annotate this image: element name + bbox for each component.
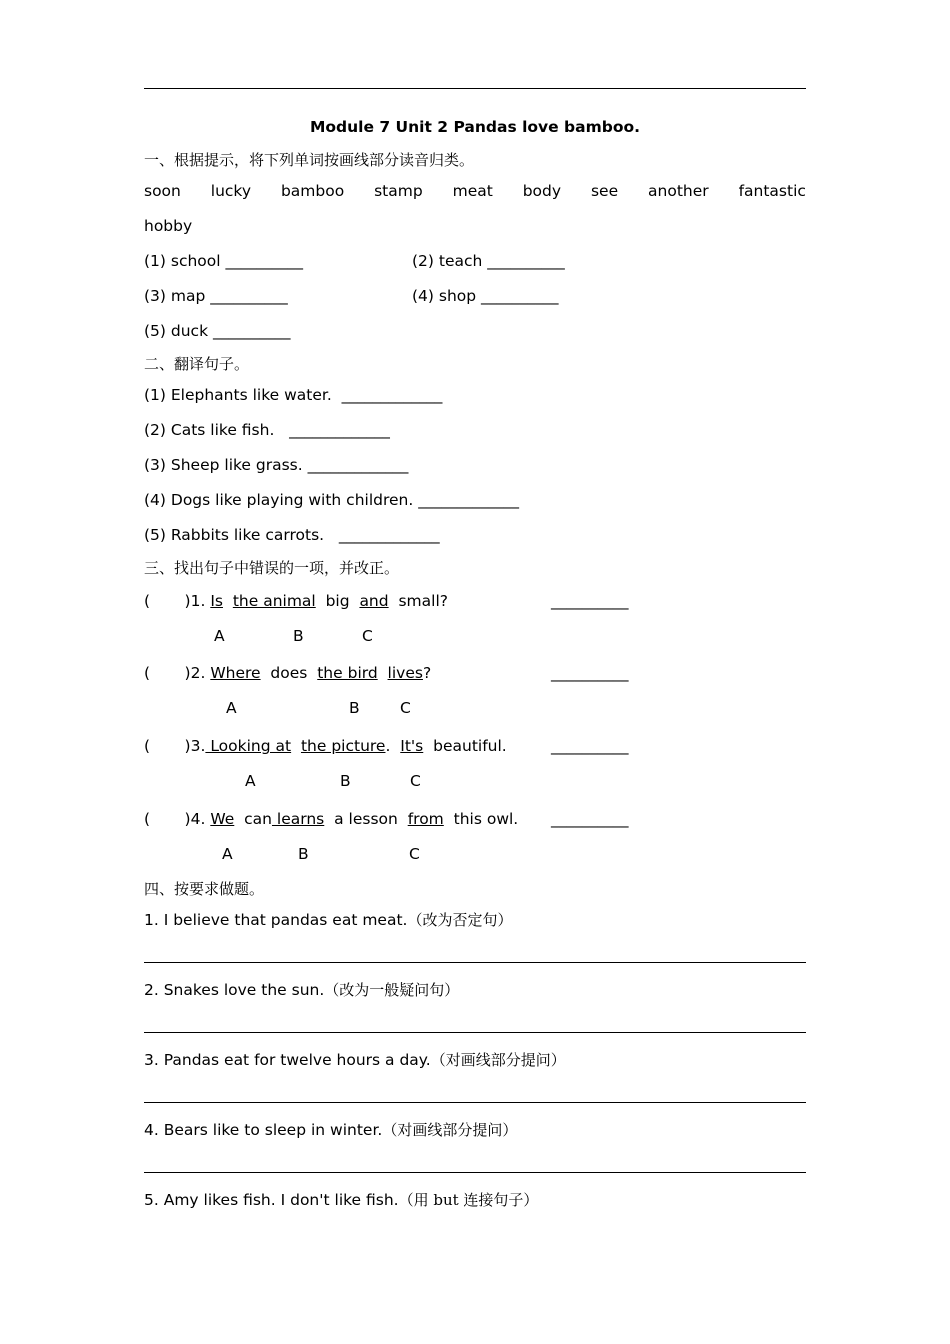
correction-blank[interactable]: __________ xyxy=(551,664,629,682)
translate-item: (1) Elephants like water. _____________ xyxy=(144,386,443,404)
sentence-text: a lesson xyxy=(324,810,408,828)
underlined-option: Is xyxy=(210,592,223,610)
sentence-text xyxy=(223,592,233,610)
underlined-option: and xyxy=(359,592,389,610)
sort-item: (3) map __________ xyxy=(144,287,288,305)
word: hobby xyxy=(144,217,193,235)
error-question xyxy=(144,736,507,756)
question-number: 4. xyxy=(190,810,211,828)
header-rule xyxy=(144,88,806,89)
error-question xyxy=(144,591,448,611)
rewrite-question xyxy=(144,980,459,1000)
option-label: C xyxy=(410,772,421,790)
option-label: A xyxy=(214,627,225,645)
sentence-text: . xyxy=(385,737,401,755)
word: stamp xyxy=(374,182,423,200)
section-1-heading: 一、根据提示，将下列单词按画线部分读音归类。 xyxy=(144,151,475,169)
sentence-text: small? xyxy=(388,592,448,610)
rewrite-question xyxy=(144,1050,566,1070)
underlined-option: the bird xyxy=(317,664,378,682)
sentence-text: this owl. xyxy=(443,810,519,828)
translate-item: (4) Dogs like playing with children. _____________ xyxy=(144,491,519,509)
sentence-text: big xyxy=(315,592,360,610)
word: another xyxy=(648,182,709,200)
error-question xyxy=(144,809,518,829)
question-text: 4. Bears like to sleep in winter. xyxy=(144,1121,383,1139)
word: soon xyxy=(144,182,181,200)
answer-paren[interactable]: ( ) xyxy=(144,664,191,682)
option-label: C xyxy=(362,627,373,645)
option-label: A xyxy=(222,845,233,863)
correction-blank[interactable]: __________ xyxy=(551,810,629,828)
question-number: 3. xyxy=(190,737,206,755)
sentence-text: ? xyxy=(422,664,432,682)
error-question xyxy=(144,663,431,683)
sentence-text: beautiful. xyxy=(423,737,507,755)
word-bank xyxy=(144,181,806,201)
underlined-option: We xyxy=(210,810,235,828)
question-number: 2. xyxy=(190,664,211,682)
rewrite-question xyxy=(144,1120,517,1140)
question-text: 3. Pandas eat for twelve hours a day. xyxy=(144,1051,431,1069)
option-label: B xyxy=(349,699,360,717)
question-text: 2. Snakes love the sun. xyxy=(144,981,325,999)
underlined-option: Where xyxy=(210,664,261,682)
instruction: （改为否定句） xyxy=(407,911,513,929)
rewrite-question xyxy=(144,910,512,930)
page-title: Module 7 Unit 2 Pandas love bamboo. xyxy=(309,118,641,136)
translate-item: (5) Rabbits like carrots. _____________ xyxy=(144,526,440,544)
underlined-option: learns xyxy=(271,810,325,828)
instruction: （对画线部分提问） xyxy=(430,1051,566,1069)
word: lucky xyxy=(210,182,252,200)
instruction: （对画线部分提问） xyxy=(382,1121,518,1139)
instruction: （用 but 连接句子） xyxy=(398,1191,539,1209)
underlined-option: from xyxy=(407,810,444,828)
correction-blank[interactable]: __________ xyxy=(551,592,629,610)
section-3-heading: 三、找出句子中错误的一项，并改正。 xyxy=(144,559,400,577)
sort-item: (4) shop __________ xyxy=(412,287,559,305)
sentence-text xyxy=(378,664,388,682)
sort-item: (2) teach __________ xyxy=(412,252,565,270)
question-text: 1. I believe that pandas eat meat. xyxy=(144,911,408,929)
section-2-heading: 二、翻译句子。 xyxy=(144,355,250,373)
section-4-heading: 四、按要求做题。 xyxy=(144,880,265,898)
word: see xyxy=(590,182,619,200)
underlined-option: lives xyxy=(387,664,423,682)
sentence-text: can xyxy=(234,810,272,828)
answer-paren[interactable]: ( ) xyxy=(144,810,191,828)
word: body xyxy=(522,182,562,200)
word: bamboo xyxy=(280,182,345,200)
question-text: 5. Amy likes fish. I don't like fish. xyxy=(144,1191,399,1209)
correction-blank[interactable]: __________ xyxy=(551,737,629,755)
option-label: A xyxy=(245,772,256,790)
sort-item: (1) school __________ xyxy=(144,252,304,270)
sentence-text xyxy=(291,737,301,755)
word: meat xyxy=(452,182,493,200)
underlined-option: It's xyxy=(400,737,424,755)
word: fantastic xyxy=(738,182,806,200)
option-label: B xyxy=(298,845,309,863)
option-label: B xyxy=(340,772,351,790)
answer-paren[interactable]: ( ) xyxy=(144,592,191,610)
translate-item: (3) Sheep like grass. _____________ xyxy=(144,456,409,474)
underlined-option: Looking at xyxy=(205,737,292,755)
translate-item: (2) Cats like fish. _____________ xyxy=(144,421,390,439)
answer-line[interactable] xyxy=(144,962,806,963)
underlined-option: the animal xyxy=(232,592,316,610)
instruction: （改为一般疑问句） xyxy=(324,981,460,999)
answer-line[interactable] xyxy=(144,1102,806,1103)
option-label: B xyxy=(293,627,304,645)
underlined-option: the picture xyxy=(300,737,386,755)
option-label: C xyxy=(400,699,411,717)
answer-line[interactable] xyxy=(144,1032,806,1033)
question-number: 1. xyxy=(190,592,211,610)
option-label: C xyxy=(409,845,420,863)
rewrite-question xyxy=(144,1190,538,1210)
answer-line[interactable] xyxy=(144,1172,806,1173)
option-label: A xyxy=(226,699,237,717)
sentence-text: does xyxy=(260,664,318,682)
sort-item: (5) duck __________ xyxy=(144,322,291,340)
answer-paren[interactable]: ( ) xyxy=(144,737,191,755)
